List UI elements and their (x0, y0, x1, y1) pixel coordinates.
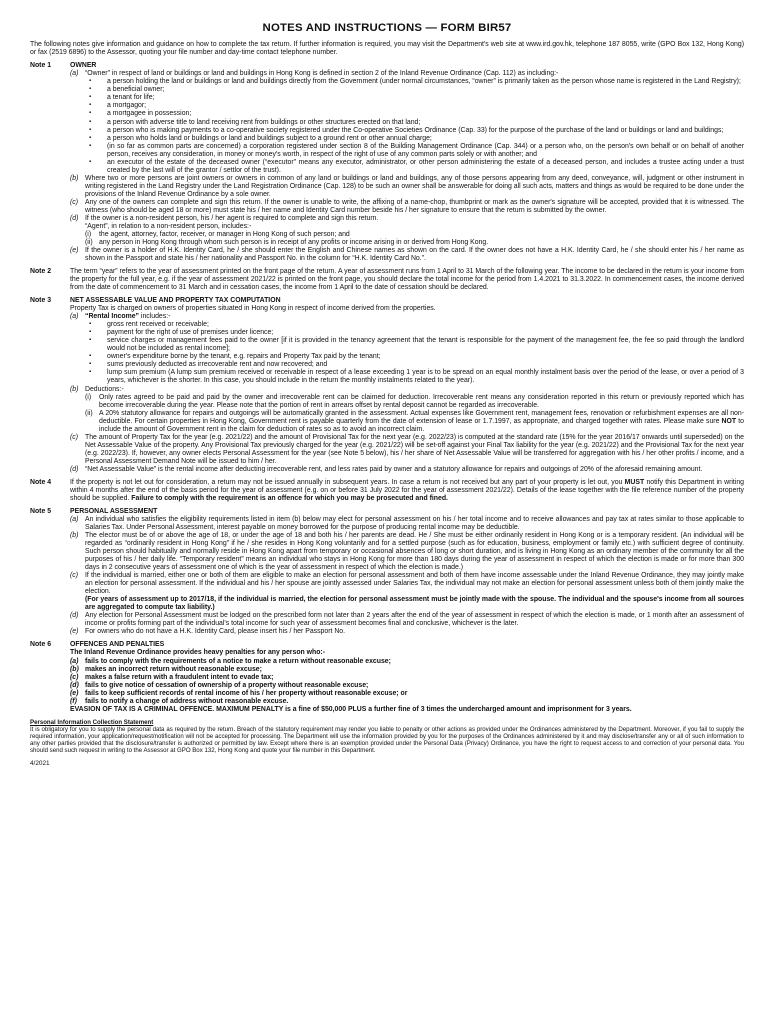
item-label: (b) (70, 385, 79, 393)
offence-item (70, 666, 744, 674)
item-label: (a) (70, 515, 79, 523)
rental-income-term: “Rental Income” (85, 313, 139, 321)
intro-paragraph: The following notes give information and guidance on how to complete the tax return. If further information is required, you may visit the Department's web site at www.ird.gov.hk, telephone 187 8055, write (GPO Box 132, Hong Kong) or fax (2519 6896) to the Assessor, quoting your file number and day-time contact telephone number. (30, 41, 744, 57)
item-label: (f) (70, 697, 77, 705)
item-paragraph: If the individual is married, either one or both of them are eligible to make an election for personal assessment and both of them have income assessable under the Inland Revenue Ordinance, they may jointly make an election for personal assessment. If the individual and his / her spouse are jointly assessed under Salaries Tax, the individual may not make an election for personal assessment unless both of them jointly make the election. (85, 572, 744, 596)
item-label: (d) (70, 612, 79, 620)
bullet-item: ▪ gross rent received or receivable; (107, 321, 744, 329)
note-item-b (70, 532, 744, 572)
note-label: Note 1 (30, 62, 52, 70)
item-paragraph: “Owner” in respect of land or buildings or land and buildings in Hong Kong is defined in section 2 of the Inland Revenue Ordinance (Cap. 112) as including:- (85, 70, 559, 78)
note-item-c (70, 572, 744, 612)
item-label: (c) (70, 433, 79, 441)
item-text (85, 70, 744, 174)
note-heading: OFFENCES AND PENALTIES (70, 641, 165, 649)
item-label: (a) (70, 657, 79, 665)
item-text (85, 572, 744, 612)
note-item-c (70, 434, 744, 466)
bullet-item: ▪ payment for the right of use of premises under licence; (107, 329, 744, 337)
bullet-list (85, 321, 744, 385)
pics-title: Personal Information Collection Statement (30, 718, 154, 726)
note-5 (30, 508, 744, 637)
note-item-c (70, 199, 744, 215)
item-label: (e) (70, 247, 79, 254)
offence-item (70, 674, 744, 682)
note-text-emphasis: MUST (624, 478, 645, 486)
item-label: (e) (70, 689, 79, 697)
bullet-item: ▪ a mortgagor; (107, 102, 744, 110)
note-body (70, 641, 744, 713)
note-label: Note 6 (30, 641, 52, 649)
note-label: Note 3 (30, 297, 52, 305)
bullet-item: ▪ lump sum premium (A lump sum premium received or receivable in respect of a lease exceeding 1 year is to be spread on an equal monthly instalment basis over the period of the lease, or over a period of 3 years, whichever is the shorter. In this case, you should include in the return the monthly instalments related to the year). (107, 369, 744, 385)
item-text (85, 215, 744, 247)
item-text: Where two or more persons are joint owners or owners in common of any land or buildings or land and buildings, any of those persons appearing from any deed, conveyance, will, judgment or other instrument in writing registered in the Land Registry under the Land Registration Ordinance (Cap. 128) to be such an owner shall be answerable for doing all such acts, matters and things as would be required to be done under the provisions of the Inland Revenue Ordinance by a sole owner. (85, 174, 744, 198)
sub-text (99, 410, 744, 434)
bullet-item: ▪ a beneficial owner; (107, 86, 744, 94)
note-item-d (70, 612, 744, 628)
offence-item (70, 658, 744, 666)
item-label: (b) (70, 665, 79, 673)
pics-text: It is obligatory for you to supply the personal data as required by the return. Breach of the statutory requirement may render you liable to penalty or other actions as provided under the Ordinances administered by the Department. Moreover, if you fail to supply the required information, your application/request/notification will not be accepted for processing. The Department will use the information provided by you for the purposes of the Ordinances administered by it and may disclose/transfer any or all of such information to any other parties provided that the disclosure/transfer is authorized or permitted by law. Except where there is an exemption provided under the Personal Data (Privacy) Ordinance, you have the right to request access to and correction of your personal data. You should send such request in writing to the Assessor at GPO Box 132, Hong Kong and quote your file number in this Department. (30, 725, 744, 754)
item-paragraph-rest: includes:- (139, 313, 171, 321)
note-item-d (70, 215, 744, 247)
note-label: Note 5 (30, 507, 52, 515)
item-text: fails to give notice of cessation of ownership of a property without reasonable excuse; (85, 681, 369, 689)
item-label: (a) (70, 70, 79, 78)
note-label: Note 2 (30, 268, 52, 276)
bullet-item: ▪ a person who is making payments to a co-operative society registered under the Co-operative Societies Ordinance (Cap. 33) for the purpose of the purchase of the land or buildings or land and buildings; (107, 127, 744, 135)
item-paragraph: Deductions:- (85, 385, 124, 393)
bullet-item: ▪ owner's expenditure borne by the tenant, e.g. repairs and Property Tax paid by the tenant; (107, 353, 744, 361)
note-item-a (70, 516, 744, 532)
item-text: If the owner is a holder of H.K. Identity Card, he / she should enter the English and Chinese names as shown on the card. If the owner does not have a H.K. Identity Card, he / she should enter his / her name as shown in the Passport and state his / her nationality and Passport No. in the column for “H.K. Identity Card No.”. (85, 247, 744, 263)
note-body (70, 479, 744, 503)
bullet-item: ▪ a person with adverse title to land receiving rent from buildings or other structures erected on that land; (107, 119, 744, 127)
sub-item (85, 410, 744, 434)
note-item-e (70, 247, 744, 263)
sub-text-emphasis: NOT (721, 417, 737, 425)
note-warning: Failure to comply with the requirement is an offence for which you may be prosecuted and fined. (131, 494, 448, 502)
note-item-b (70, 175, 744, 199)
offence-item (70, 682, 744, 690)
note-4 (30, 479, 744, 503)
sub-label: (i) (85, 393, 92, 401)
item-text: The elector must be of or above the age of 18, or under the age of 18 and both his / her parents are dead. He / She must be either ordinarily resident in Hong Kong or is a temporary resident. (An individual will be regarded as “ordinarily resident in Hong Kong” if he / she resides in Hong Kong voluntarily and for a settled purpose (such as for education, business, employment or family etc.) with sufficient degree of continuity. Such person should habitually and normally reside in Hong Kong apart from temporary or occasional absences of long or short duration, and is living in Hong Kong as an ordinary member of the community for all the purposes of his / her daily life. “Temporary resident” means an individual who stays in Hong Kong for more than 180 days during the year of assessment in respect of which the election is made or for more than 300 days in 2 consecutive years of assessment one of which is the year of assessment in respect of which the election is made.) (85, 532, 744, 572)
sub-text: any person in Hong Kong through whom such person is in receipt of any profits or income arising in or derived from Hong Kong. (99, 238, 489, 246)
bullet-item: ▪ a person holding the land or buildings or land and buildings directly from the Government (under normal circumstances, “owner” is primarily taken as the person whose name is registered in the Land Registry); (107, 78, 744, 86)
item-text: For owners who do not have a H.K. Identity Card, please insert his / her Passport No. (85, 628, 346, 636)
item-label: (b) (70, 532, 79, 540)
note-item-e (70, 628, 744, 636)
item-label: (d) (70, 681, 79, 689)
item-label: (b) (70, 174, 79, 182)
item-text: “Net Assessable Value” is the rental income after deducting irrecoverable rent, and less rates paid by owner and a statutory allowance for repairs and outgoings of 20% of the aforesaid remaining amount. (85, 465, 703, 473)
note-2 (30, 268, 744, 292)
bullet-item: ▪ an executor of the estate of the deceased owner (“executor” means any executor, administrator, or other person administering the estate of a deceased person, and includes a trustee acting under a trust created by the last will of the grantor / settlor of the trust). (107, 159, 744, 175)
item-text: makes a false return with a fraudulent intent to evade tax; (85, 673, 274, 681)
item-label: (a) (70, 313, 79, 321)
sub-label: (ii) (85, 409, 93, 417)
item-paragraph (85, 313, 744, 321)
item-text (85, 386, 744, 434)
sub-text-part: to include the amount of Government rent in the claim for deduction of rates so as to avoid an incorrect claim. (99, 417, 744, 433)
note-heading: OWNER (70, 62, 97, 70)
note-item-b (70, 386, 744, 434)
note-label: Note 4 (30, 478, 52, 486)
note-3 (30, 297, 744, 474)
item-paragraph-bold: (For years of assessment up to 2017/18, if the individual is married, the election for personal assessment must be jointly made with the spouse. The individual and the spouse's income from all sources are aggregated to compute tax liability.) (85, 596, 744, 612)
note-heading: NET ASSESSABLE VALUE AND PROPERTY TAX COMPUTATION (70, 297, 281, 305)
note-6 (30, 641, 744, 713)
item-text: fails to keep sufficient records of rental income of his / her property without reasonable excuse; or (85, 689, 408, 697)
page-title: NOTES AND INSTRUCTIONS — FORM BIR57 (262, 22, 512, 34)
sub-item (85, 239, 744, 247)
item-label: (c) (70, 572, 79, 580)
sub-text: the agent, attorney, factor, receiver, or manager in Hong Kong of such person; and (99, 230, 350, 238)
item-label: (e) (70, 628, 79, 636)
item-text: fails to notify a change of address without reasonable excuse. (85, 697, 289, 705)
note-item-a (70, 313, 744, 385)
sub-text-part: A 20% statutory allowance for repairs and outgoings will be automatically granted in the assessment. Actual expenses like Government rent, management fees, renovation or refurbishment expenses are all non-deductible. For certain properties in Hong Kong, Government rent is payable quarterly from the date of extension of lease or 1.7.1997, as appropriate, and charged together with rates. Please make sure (99, 409, 744, 425)
bullet-item: ▪ a person who holds land or buildings or land and buildings subject to a ground rent or other annual charge; (107, 135, 744, 143)
note-heading: PERSONAL ASSESSMENT (70, 507, 158, 515)
item-paragraph: If the owner is a non-resident person, his / her agent is required to complete and sign this return. (85, 214, 379, 222)
sub-item (85, 394, 744, 410)
bullet-list (85, 78, 744, 174)
bullet-item: ▪ (in so far as common parts are concerned) a corporation registered under section 8 of the Building Management Ordinance (Cap. 344) or a person who, on the person's own behalf or on behalf of another person, receives any consideration, in money or money's worth, in respect of the right of use of any common parts solely or with another; and (107, 143, 744, 159)
item-text: makes an incorrect return without reasonable excuse; (85, 665, 262, 673)
item-text: An individual who satisfies the eligibility requirements listed in item (b) below may elect for personal assessment on his / her total income and to receive allowances and pay tax at rates similar to those applicable to Salaries Tax. Under Personal Assessment, interest payable on money borrowed for the purpose of producing rental income may be deductible. (85, 515, 744, 531)
form-version: 4/2021 (30, 759, 50, 767)
note-intro: Property Tax is charged on owners of properties situated in Hong Kong in respect of income derived from the properties. (70, 305, 436, 313)
bullet-item: ▪ sums previously deducted as irrecoverable rent and now recovered; and (107, 361, 744, 369)
item-label: (d) (70, 214, 79, 222)
item-label: (c) (70, 673, 79, 681)
evasion-penalty: EVASION OF TAX IS A CRIMINAL OFFENCE. MAXIMUM PENALTY is a fine of $50,000 PLUS a further fine of 3 times the undercharged amount and imprisonment for 3 years. (70, 705, 632, 713)
bullet-item: ▪ a mortgagee in possession; (107, 110, 744, 118)
sub-label: (ii) (85, 238, 93, 246)
note-body (70, 62, 744, 263)
note-intro: The Inland Revenue Ordinance provides heavy penalties for any person who:- (70, 649, 326, 657)
note-item-d (70, 466, 744, 474)
note-body (70, 508, 744, 637)
bullet-item: ▪ a tenant for life; (107, 94, 744, 102)
item-text: The amount of Property Tax for the year (e.g. 2021/22) and the amount of Provisional Tax for the next year (e.g. 2022/23) is computed at the standard rate (15% for the year 2016/17 onwards until superseded) on the Net Assessable Value of the property. Any Provisional Tax previously charged for the year (e.g. 2021/22) will be set-off against your Final Tax liability for the year (e.g. 2021/22) and the Provisional Tax for the next year (e.g. 2022/23). If, however, any owner elects Personal Assessment for the year (see Note 5 below), his / her share of Net Assessable Value will be transferred for aggregation with his / her other profits / income, and a Personal Assessment Demand Note will be issued to him / her. (85, 433, 744, 465)
bullet-item: ▪ service charges or management fees paid to the owner [if it is provided in the tenancy agreement that the tenant is responsible for the payment of the management fee, the fee so paid through the landlord would not be included as rental income]; (107, 337, 744, 353)
item-paragraph: “Agent”, in relation to a non-resident person, includes:- (85, 222, 252, 230)
note-body: The term “year” refers to the year of assessment printed on the front page of the return. A year of assessment runs from 1 April to 31 March of the following year. The income to be declared in the return is your income from the property for the full year, e.g. if the year of assessment 2021/22 is printed on the front page, you should declare the total income for the period from 1.4.2021 to 31.3.2022. In commencement cases, the income derived from the date of commencement to 31 March and in cessation cases, the income from 1 April to the date of cessation should be declared. (70, 268, 744, 292)
note-text-part: If the property is not let out for consideration, a return may not be issued annually in subsequent years. In case a return is not received but any part of your property is let out, you (70, 478, 625, 486)
note-1 (30, 62, 744, 263)
sub-label: (i) (85, 230, 92, 238)
item-text: Any one of the owners can complete and sign this return. If the owner is unable to write, the affixing of a name-chop, thumbprint or mark as the owner's signature will be accepted, provided that it is witnessed. The witness (who should be aged 18 or more) must state his / her name and Identity Card number beside his / her signature to ensure that the return is submitted by the owner. (85, 198, 744, 214)
offence-item (70, 690, 744, 698)
item-text: fails to comply with the requirements of a notice to make a return without reasonable excuse; (85, 657, 391, 665)
sub-item (85, 231, 744, 239)
item-text (85, 313, 744, 385)
item-text: Any election for Personal Assessment must be lodged on the prescribed form not later than 2 years after the end of the year of assessment in respect of which the election is made, or 1 month after an assessment of income or profits forming part of the individual's total income for such year of assessment becomes final and conclusive, whichever is the later. (85, 612, 744, 628)
note-item-a (70, 70, 744, 174)
offence-item (70, 698, 744, 706)
item-label: (c) (70, 198, 79, 206)
item-label: (d) (70, 465, 79, 473)
note-body (70, 297, 744, 474)
sub-text: Only rates agreed to be paid and paid by the owner and irrecoverable rent can be claimed for deduction. Irrecoverable rent means any consideration reported in this return or previously reported which has become irrecoverable during the year. Please note that the portion of rent in arrears offset by rental deposit cannot be regarded as irrecoverable. (99, 393, 744, 409)
note-text-part: notify this Department in writing within 4 months after the end of the basis period for the year of assessment (e.g. on or before 31 July 2022 for the year of assessment 2021/22). Details of the lease together with the file reference number of the property should be supplied. (70, 478, 745, 502)
